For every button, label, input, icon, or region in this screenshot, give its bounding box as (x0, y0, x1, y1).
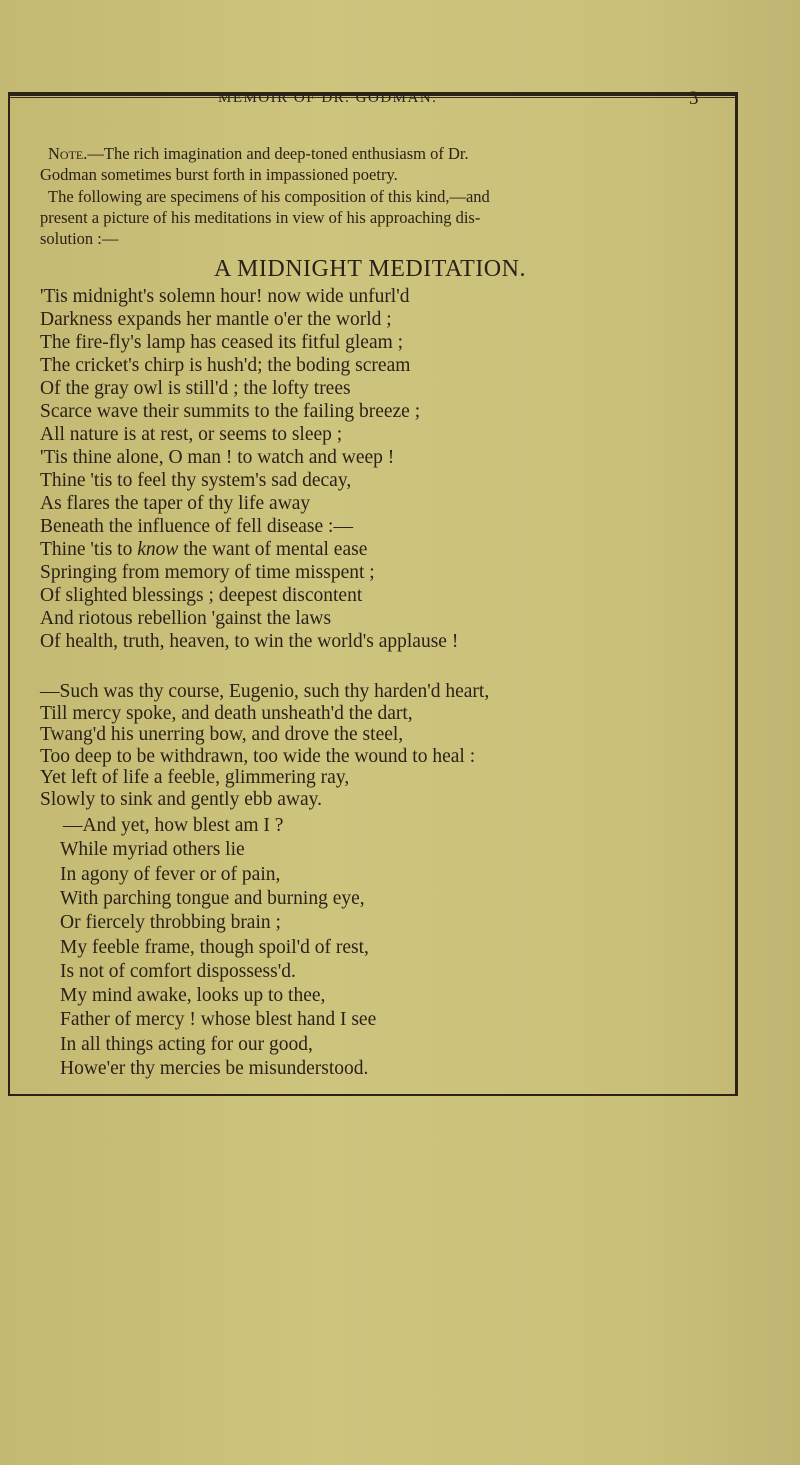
note-text: —The rich imagination and deep-toned enthusiasm of Dr. (87, 144, 469, 163)
poem-line: My feeble frame, though spoil'd of rest, (60, 936, 369, 958)
poem-line: Twang'd his unerring bow, and drove the steel, (40, 724, 404, 745)
emphasis: know (137, 539, 179, 560)
poem-line: Springing from memory of time misspent ; (40, 562, 375, 583)
poem-line: As flares the taper of thy life away (40, 493, 311, 514)
poem-line: —Such was thy course, Eugenio, such thy harden'd heart, (40, 681, 490, 702)
poem-line: Or fiercely throbbing brain ; (60, 912, 281, 934)
poem-line: In agony of fever or of pain, (60, 863, 281, 885)
note-line: Godman sometimes burst forth in impassioned poetry. (40, 165, 398, 184)
note-line: solution :— (40, 229, 119, 248)
poem-title: A MIDNIGHT MEDITATION. (214, 256, 526, 282)
page-number: 3 (689, 88, 700, 109)
poem-line: 'Tis midnight's solemn hour! now wide unfurl'd (40, 286, 410, 307)
poem-line: Is not of comfort dispossess'd. (60, 960, 296, 982)
poem-line: Thine 'tis to feel thy system's sad decay, (40, 470, 352, 491)
poem-line: In all things acting for our good, (60, 1033, 313, 1055)
poem-line: —And yet, how blest am I ? (63, 815, 284, 836)
note-line: The following are specimens of his composition of this kind,—and (48, 187, 490, 206)
poem-line: Thine 'tis to know the want of mental ease (40, 539, 368, 560)
poem-line: And riotous rebellion 'gainst the laws (40, 608, 332, 629)
poem-line: Howe'er thy mercies be misunderstood. (60, 1058, 369, 1079)
poem-line: Of the gray owl is still'd ; the lofty trees (40, 378, 351, 399)
poem-line: Yet left of life a feeble, glimmering ray, (40, 767, 350, 788)
poem-line: 'Tis thine alone, O man ! to watch and weep ! (40, 447, 395, 468)
poem-line: Father of mercy ! whose blest hand I see (60, 1009, 377, 1031)
poem-line: The cricket's chirp is hush'd; the boding scream (40, 355, 411, 376)
poem-line: With parching tongue and burning eye, (60, 887, 365, 909)
poem-line: Of slighted blessings ; deepest discontent (40, 585, 363, 606)
poem-line: Scarce wave their summits to the failing breeze ; (40, 401, 421, 422)
poem-line: While myriad others lie (60, 839, 245, 861)
poem-line: The fire-fly's lamp has ceased its fitful gleam ; (40, 332, 404, 353)
poem-line: Too deep to be withdrawn, too wide the wound to heal : (40, 745, 476, 767)
note-line (48, 143, 469, 165)
poem-line: Beneath the influence of fell disease :— (40, 516, 353, 537)
poem-line: Slowly to sink and gently ebb away. (40, 788, 322, 810)
note-label: Note. (48, 144, 88, 163)
poem-line: All nature is at rest, or seems to sleep ; (40, 424, 343, 445)
poem-line: Of health, truth, heaven, to win the world's applause ! (40, 631, 459, 652)
running-head-title: MEMOIR OF DR. GODMAN. (218, 90, 438, 106)
poem-line: Till mercy spoke, and death unsheath'd the dart, (40, 702, 413, 724)
poem-line: Darkness expands her mantle o'er the world ; (40, 309, 392, 330)
note-line: present a picture of his meditations in view of his approaching dis- (40, 208, 481, 227)
poem-line: My mind awake, looks up to thee, (60, 985, 326, 1007)
